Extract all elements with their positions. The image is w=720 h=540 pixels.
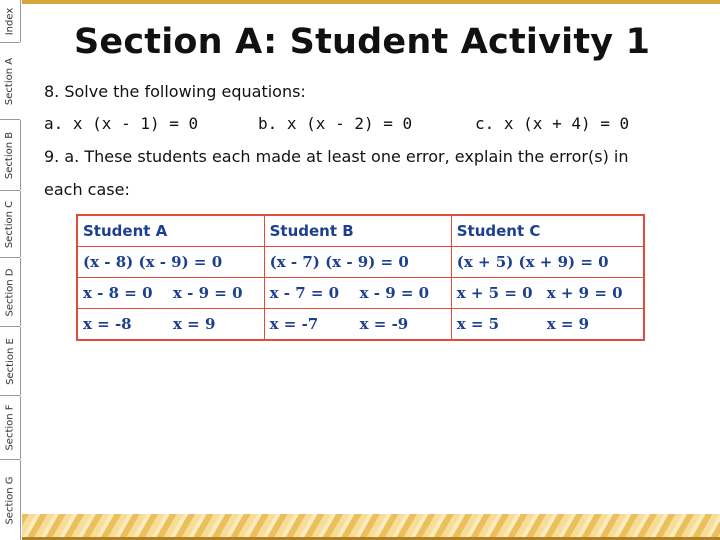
factors-c: x + 5 = 0 x + 9 = 0 bbox=[451, 278, 644, 309]
factored-c: (x + 5) (x + 9) = 0 bbox=[451, 247, 644, 278]
solutions-a: x = -8 x = 9 bbox=[77, 309, 264, 341]
tab-section-b[interactable]: Section B bbox=[0, 120, 21, 190]
section-sidebar bbox=[0, 0, 22, 540]
tab-section-e[interactable]: Section E bbox=[0, 327, 21, 395]
question-9-line-1: 9. a. These students each made at least one error, explain the error(s) in bbox=[44, 147, 629, 166]
factored-a: (x - 8) (x - 9) = 0 bbox=[77, 247, 264, 278]
solutions-b: x = -7 x = -9 bbox=[264, 309, 451, 341]
tab-section-f[interactable]: Section F bbox=[0, 396, 21, 459]
factors-a: x - 8 = 0 x - 9 = 0 bbox=[77, 278, 264, 309]
tab-section-c[interactable]: Section C bbox=[0, 191, 21, 257]
tab-section-d[interactable]: Section D bbox=[0, 258, 21, 326]
tab-index[interactable]: Index bbox=[0, 0, 21, 42]
equation-b: b. x (x - 2) = 0 bbox=[258, 114, 413, 133]
header-student-a: Student A bbox=[77, 215, 264, 247]
question-8: 8. Solve the following equations: bbox=[44, 82, 306, 101]
student-work-table bbox=[76, 214, 645, 341]
table-row bbox=[77, 247, 644, 278]
table-header-row bbox=[77, 215, 644, 247]
tab-section-g[interactable]: Section G bbox=[0, 460, 21, 540]
factors-b: x - 7 = 0 x - 9 = 0 bbox=[264, 278, 451, 309]
equation-a: a. x (x - 1) = 0 bbox=[44, 114, 199, 133]
header-student-b: Student B bbox=[264, 215, 451, 247]
equation-c: c. x (x + 4) = 0 bbox=[475, 114, 630, 133]
tab-section-a[interactable]: Section A bbox=[4, 57, 16, 105]
header-student-c: Student C bbox=[451, 215, 644, 247]
slide-title: Section A: Student Activity 1 bbox=[74, 22, 651, 62]
factored-b: (x - 7) (x - 9) = 0 bbox=[264, 247, 451, 278]
table-row bbox=[77, 278, 644, 309]
question-9-line-2: each case: bbox=[44, 180, 130, 199]
solutions-c: x = 5 x = 9 bbox=[451, 309, 644, 341]
table-row bbox=[77, 309, 644, 341]
